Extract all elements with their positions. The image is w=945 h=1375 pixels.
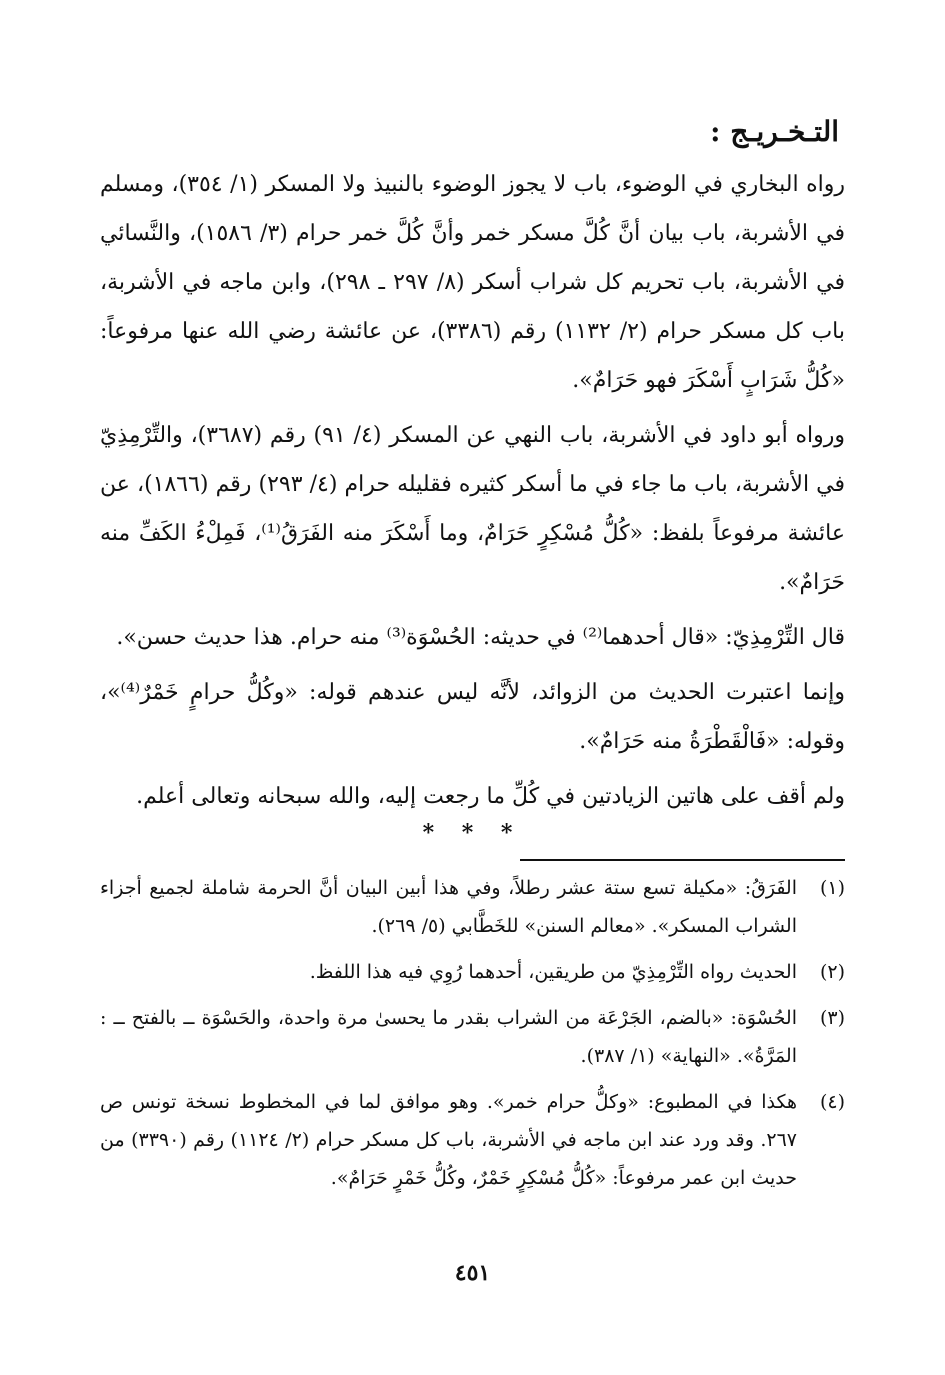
footnote-2 <box>100 953 845 991</box>
footnote-1 <box>100 869 845 945</box>
paragraph-5: ولم أقف على هاتين الزيادتين في كُلِّ ما رجعت إليه، والله سبحانه وتعالى أعلم. <box>136 784 845 809</box>
footnote-number: (١) <box>819 877 845 899</box>
paragraph-3: قال التِّرْمِذِيّ: «قال أحدهما⁽²⁾ في حديثه: الحُسْوَة⁽³⁾ منه حرام. هذا حديث حسن». <box>116 625 845 650</box>
footnote-number: (٤) <box>819 1091 845 1113</box>
footnotes <box>100 869 845 1197</box>
page-number: ٤٥١ <box>454 1260 491 1286</box>
footnote-number: (٣) <box>819 1007 845 1029</box>
footnote-text: الحديث رواه التِّرْمِذِيّ من طريقين، أحدهما رُوِي فيه هذا اللفظ. <box>309 961 797 983</box>
section-separator: * * * <box>422 820 523 846</box>
paragraph-4: وإنما اعتبرت الحديث من الزوائد، لأنَّه ليس عندهم قوله: «وكُلُّ حرامٍ خَمْرٌ⁽⁴⁾»، وقوله: «فَالْقَطْرَةُ منه حَرَامٌ». <box>100 680 845 754</box>
section-heading: التـخـريـج : <box>710 115 839 148</box>
footnote-number: (٢) <box>819 961 845 983</box>
paragraph-1: رواه البخاري في الوضوء، باب لا يجوز الوضوء بالنبيذ ولا المسكر (١/ ٣٥٤)، ومسلم في الأشربة، باب بيان أنَّ كُلَّ مسكر خمر وأنَّ كُلَّ خمر حرام (٣/ ١٥٨٦)، والنَّسائي في الأشربة، باب تحريم كل شراب أسكر (٨/ ٢٩٧ ـ ٢٩٨)، وابن ماجه في الأشربة، باب كل مسكر حرام (٢/ ١١٣٢) رقم (٣٣٨٦)، عن عائشة رضي الله عنها مرفوعاً: «كُلُّ شَرَابٍ أَسْكَرَ فهو حَرَامٌ». <box>100 172 846 393</box>
footnote-text: الحُسْوَة: «بالضم، الجَرْعَة من الشراب بقدر ما يحسىٰ مرة واحدة، والحَسْوَة ــ بالفتح ــ : المَرَّةُ». «النهاية» (١/ ٣٨٧). <box>100 1007 797 1067</box>
footnote-text: هكذا في المطبوع: «وكلُّ حرام خمر». وهو موافق لما في المخطوط نسخة تونس ص ٢٦٧. وقد ورد عند ابن ماجه في الأشربة، باب كل مسكر حرام (٢/ ١١٢٤) رقم (٣٣٩٠) من حديث ابن عمر مرفوعاً: «كُلُّ مُسْكِرٍ خَمْرٌ، وكُلُّ خَمْرٍ حَرَامٌ». <box>100 1091 797 1189</box>
footnote-rule <box>520 859 845 861</box>
footnote-text: الفَرَقُ: «مكيلة تسع ستة عشر رطلاً، وفي هذا أبين البيان أنَّ الحرمة شاملة لجميع أجزاء الشراب المسكر». «معالم السنن» للخَطَّابي (٥/ ٢٦٩). <box>100 877 797 937</box>
footnote-4 <box>100 1083 845 1197</box>
paragraph-2: ورواه أبو داود في الأشربة، باب النهي عن المسكر (٤/ ٩١) رقم (٣٦٨٧)، والتِّرْمِذِيّ في الأشربة، باب ما جاء في ما أسكر كثيره فقليله حرام (٤/ ٢٩٣) رقم (١٨٦٦)، عن عائشة مرفوعاً بلفظ: «كُلُّ مُسْكِرٍ حَرَامٌ، وما أَسْكَرَ منه الفَرَقُ⁽¹⁾، فَمِلْءُ الكَفِّ منه حَرَامٌ». <box>100 423 846 595</box>
footnote-3 <box>100 999 845 1075</box>
